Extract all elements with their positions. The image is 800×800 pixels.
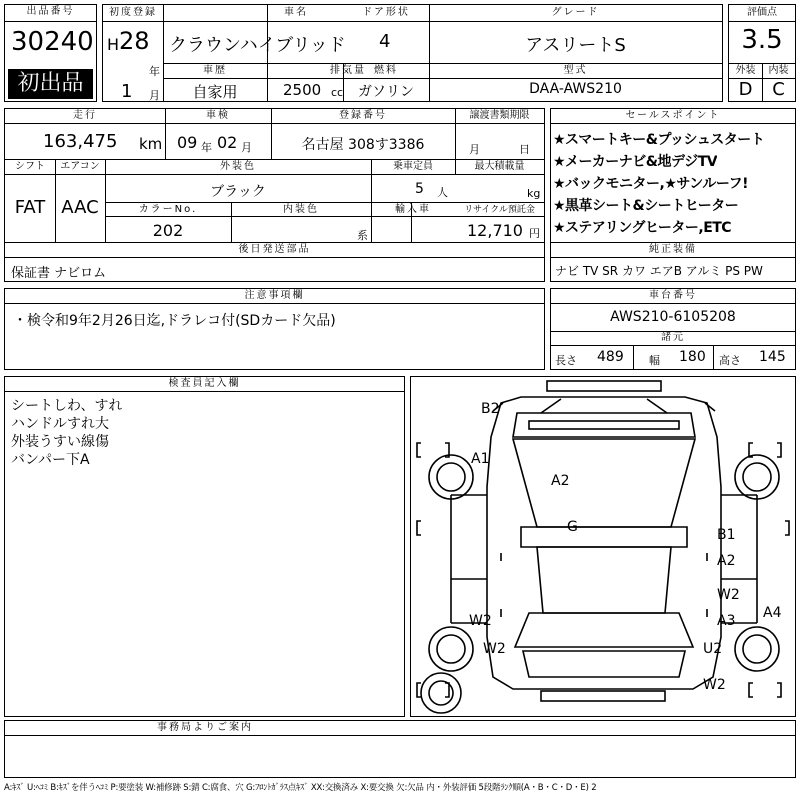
transfer-month: 月 xyxy=(469,143,480,156)
damage-code: W2 xyxy=(703,677,726,693)
sales-item: ★ステアリングヒーター,ETC xyxy=(553,220,732,236)
plate: 名古屋 308す3386 xyxy=(301,137,425,153)
score-box xyxy=(728,4,796,102)
fuel: ガソリン xyxy=(358,84,414,100)
chassis-label: 車台番号 xyxy=(649,290,697,301)
car-name: クラウンハイブリッド xyxy=(169,35,346,56)
later-parts: 保証書 ナビロム xyxy=(11,266,107,281)
lot-label: 出品番号 xyxy=(26,6,75,17)
model: DAA-AWS210 xyxy=(529,81,622,97)
load-label: 最大積載量 xyxy=(474,161,525,172)
year-unit: 年 xyxy=(149,65,160,78)
history: 自家用 xyxy=(192,83,238,101)
damage-code: B2 xyxy=(481,401,500,417)
length-label: 長さ xyxy=(555,354,577,367)
capacity: 5 xyxy=(415,181,424,197)
sales-item: ★スマートキー&プッシュスタート xyxy=(553,132,765,148)
details-table xyxy=(4,108,545,282)
damage-code: W2 xyxy=(469,613,492,629)
displacement: 2500 xyxy=(283,81,322,99)
damage-code: A1 xyxy=(471,451,490,467)
equipment-label: 純正装備 xyxy=(649,244,697,255)
equipment-list: ナビ TV SR カワ エアB アルミ PS PW xyxy=(555,264,763,278)
damage-diagram xyxy=(410,376,796,717)
colorno-label: カラーNo. xyxy=(138,204,198,215)
shift: FAT xyxy=(14,197,46,218)
dims-label: 諸元 xyxy=(661,332,685,343)
lot-box xyxy=(4,4,97,102)
plate-label: 登録番号 xyxy=(339,110,387,121)
door: 4 xyxy=(379,31,391,52)
sales-item: ★黒革シート&シートヒーター xyxy=(553,198,739,214)
later-parts-label: 後日発送部品 xyxy=(238,244,311,255)
mileage: 163,475 xyxy=(43,131,118,152)
door-label: ドア形状 xyxy=(362,7,410,18)
inspection-year-unit: 年 xyxy=(201,141,212,154)
car-name-label: 車名 xyxy=(284,7,308,18)
aircon: AAC xyxy=(61,197,99,218)
office-label: 事務局よりご案内 xyxy=(157,722,253,733)
height: 145 xyxy=(759,349,786,365)
aircon-label: エアコン xyxy=(60,161,100,172)
damage-code: U2 xyxy=(703,641,723,657)
fuel-label: 燃料 xyxy=(374,65,398,76)
recycle-label: リサイクル預託金 xyxy=(464,205,535,215)
legend: A:ｷｽﾞ U:ﾍｺﾐ B:ｷｽﾞを伴うﾍｺﾐ P:要塗装 W:補修跡 S:錆 C:腐食、穴 G:ﾌﾛﾝﾄｶﾞﾗｽ点ｷｽﾞ XX:交換済み X:要交換 欠:欠品 内・外装評価 5段階ﾗﾝｸ順(A・B・C・D・E) 2 xyxy=(4,783,597,793)
colorno: 202 xyxy=(152,221,184,240)
notes-label: 注意事項欄 xyxy=(244,290,305,301)
sales-item: ★バックモニター,★サンルーフ! xyxy=(553,176,749,192)
color-label: 外装色 xyxy=(220,161,256,172)
damage-code: A2 xyxy=(717,553,736,569)
interior-label: 内装 xyxy=(768,65,789,76)
mileage-unit: km xyxy=(139,135,163,153)
notes-text: ・検令和9年2月26日迄,ドラレコ付(SDカード欠品) xyxy=(13,313,336,329)
damage-code: W2 xyxy=(483,641,506,657)
intcolor-label: 内装色 xyxy=(283,204,319,215)
grade-label: グレード xyxy=(551,7,600,18)
load-unit: kg xyxy=(527,187,541,200)
inspection-month: 02 xyxy=(217,133,238,152)
damage-code: B1 xyxy=(717,527,736,543)
displacement-unit: cc xyxy=(331,86,344,99)
era: H xyxy=(107,35,120,54)
lot-number: 30240 xyxy=(11,27,94,57)
inspection-month-unit: 月 xyxy=(241,141,252,154)
capacity-unit: 人 xyxy=(437,186,448,199)
interior-grade: C xyxy=(772,79,785,100)
inspector-line: バンパー下A xyxy=(11,452,90,468)
inspector-label: 検査員記入欄 xyxy=(168,378,241,389)
inspector-line: ハンドルすれ大 xyxy=(11,416,109,432)
displacement-label: 排気量 xyxy=(330,65,366,76)
damage-code: W2 xyxy=(717,587,740,603)
inspector-line: シートしわ、すれ xyxy=(11,398,123,414)
import-label: 輸入車 xyxy=(395,204,431,215)
grade: アスリートS xyxy=(525,35,626,56)
inspector-line: 外装うすい線傷 xyxy=(11,434,109,450)
exterior-grade: D xyxy=(738,79,753,100)
shift-label: シフト xyxy=(15,161,45,172)
sales-label: セールスポイント xyxy=(625,110,721,121)
first-listing-badge: 初出品 xyxy=(8,69,93,99)
notes-box xyxy=(4,288,545,370)
length: 489 xyxy=(597,349,624,365)
damage-code: A2 xyxy=(551,473,570,489)
damage-code: A4 xyxy=(763,605,782,621)
width-label: 幅 xyxy=(649,354,660,367)
recycle-unit: 円 xyxy=(529,227,540,240)
score: 3.5 xyxy=(741,25,783,55)
color: ブラック xyxy=(210,184,266,200)
height-label: 高さ xyxy=(719,354,741,367)
header-table xyxy=(102,4,723,102)
damage-code: A3 xyxy=(717,613,736,629)
transfer-day: 日 xyxy=(519,143,530,156)
capacity-label: 乗車定員 xyxy=(393,161,433,172)
damage-code: G xyxy=(567,519,578,535)
reg-year: 28 xyxy=(119,27,150,55)
width: 180 xyxy=(679,349,706,365)
car-outline-diagram xyxy=(411,377,795,716)
history-label: 車歴 xyxy=(203,65,227,76)
inspection-year: 09 xyxy=(177,133,198,152)
recycle: 12,710 xyxy=(467,221,523,240)
transfer-label: 譲渡書類期限 xyxy=(469,110,530,121)
score-label: 評価点 xyxy=(747,7,777,18)
mileage-label: 走行 xyxy=(73,110,97,121)
reg-month: 1 xyxy=(121,81,133,102)
intcolor-unit: 系 xyxy=(357,229,368,242)
office-box xyxy=(4,720,796,778)
inspection-label: 車検 xyxy=(206,110,230,121)
first-reg-label: 初度登録 xyxy=(109,7,157,18)
month-unit: 月 xyxy=(149,89,160,102)
chassis-box xyxy=(550,288,796,370)
inspector-box xyxy=(4,376,405,717)
exterior-label: 外装 xyxy=(735,65,756,76)
chassis-number: AWS210-6105208 xyxy=(610,309,736,325)
sales-points xyxy=(550,108,796,282)
sales-item: ★メーカーナビ&地デジTV xyxy=(553,154,718,170)
model-label: 型式 xyxy=(563,65,588,76)
